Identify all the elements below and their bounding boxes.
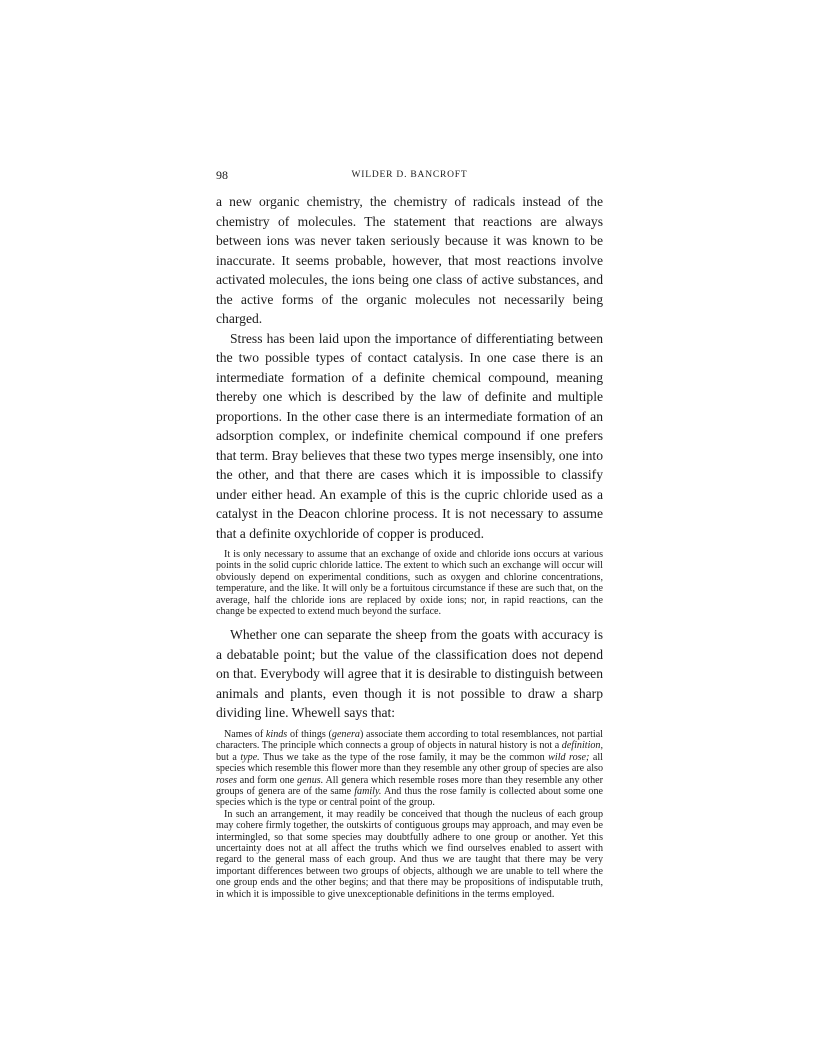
italic-term: definition,: [561, 740, 603, 752]
quote-paragraph: It is only necessary to assume that an exchange of oxide and chloride ions occurs at various points in the solid cupric chloride lattice. The extent to which such an exchange will occur will obviously depend on experimental conditions, such as oxygen and chlorine concentrations, temperature, and the like. It will only be a fortuitous circumstance if these are such that, on the average, half the chloride ions are replaced by oxide ions; nor, in rapid reactions, can the change be expected to extend much beyond the surface.: [216, 549, 603, 618]
quote-paragraph: In such an arrangement, it may readily be conceived that though the nucleus of each group may cohere firmly together, the outskirts of contiguous groups may approach, and may even be intermingled, so that some species may doubtfully adhere to one group or another. Yet this uncertainty does not at all affect the truths which we find ourselves enabled to assert with regard to the general mass of each group. And thus we are taught that there may be very important differences between two groups of objects, although we are unable to tell where the one group ends and the other begins; and that there may be propositions of indisputable truth, in which it is impossible to give unexceptionable definitions in the terms employed.: [216, 808, 603, 900]
block-quote-whewell: [216, 729, 603, 900]
italic-term: wild rose;: [548, 751, 590, 763]
running-head: WILDER D. BANCROFT: [351, 170, 468, 180]
paragraph-3: Whether one can separate the sheep from the goats with accuracy is a debatable point; but the value of the classification does not depend on that. Everybody will agree that it is desirable to distinguish between animals and plants, even though it is not possible to draw a sharp dividing line. Whewell says that:: [216, 627, 603, 721]
quote-paragraph: Names of kinds of things (genera) associate them according to total resemblances, not partial characters. The principle which connects a group of objects in natural history is not a definition, but a type. Thus we take as the type of the rose family, it may be the common wild rose; all species which resemble this flower more than they resemble any other group of species are also roses and form one genus. All genera which resemble roses more than they resemble any other groups of genera are of the same family. And thus the rose family is collected about some one species which is the type or central point of the group.: [216, 728, 603, 809]
block-quote-bray: [216, 549, 603, 617]
italic-term: genus.: [297, 774, 324, 786]
page-number: 98: [216, 168, 228, 182]
page: [216, 168, 603, 908]
paragraph-1: a new organic chemistry, the chemistry of radicals instead of the chemistry of molecules. The statement that reactions are always between ions was never taken seriously because it was known to be inaccurate. It seems probable, however, that most reactions involve activated molecules, the ions being one class of active substances, and the active forms of the organic molecules not necessarily being charged.: [216, 194, 603, 326]
italic-term: type.: [240, 751, 260, 763]
italic-term: kinds: [265, 728, 288, 740]
page-header: [216, 168, 603, 190]
italic-term: genera: [331, 728, 360, 740]
italic-term: roses: [216, 774, 237, 786]
paragraph-2: Stress has been laid upon the importance of differentiating between the two possible types of contact catalysis. In one case there is an intermediate formation of a definite chemical compound, meaning thereby one which is described by the law of definite and multiple proportions. In the other case there is an intermediate formation of an adsorption complex, or indefinite chemical compound if one prefers that term. Bray believes that these two types merge insensibly, one into the other, and that there are cases which it is impossible to classify under either head. An example of this is the cupric chloride used as a catalyst in the Deacon chlorine process. It is not necessary to assume that a definite oxychloride of copper is produced.: [216, 330, 603, 541]
italic-term: family.: [354, 785, 382, 797]
